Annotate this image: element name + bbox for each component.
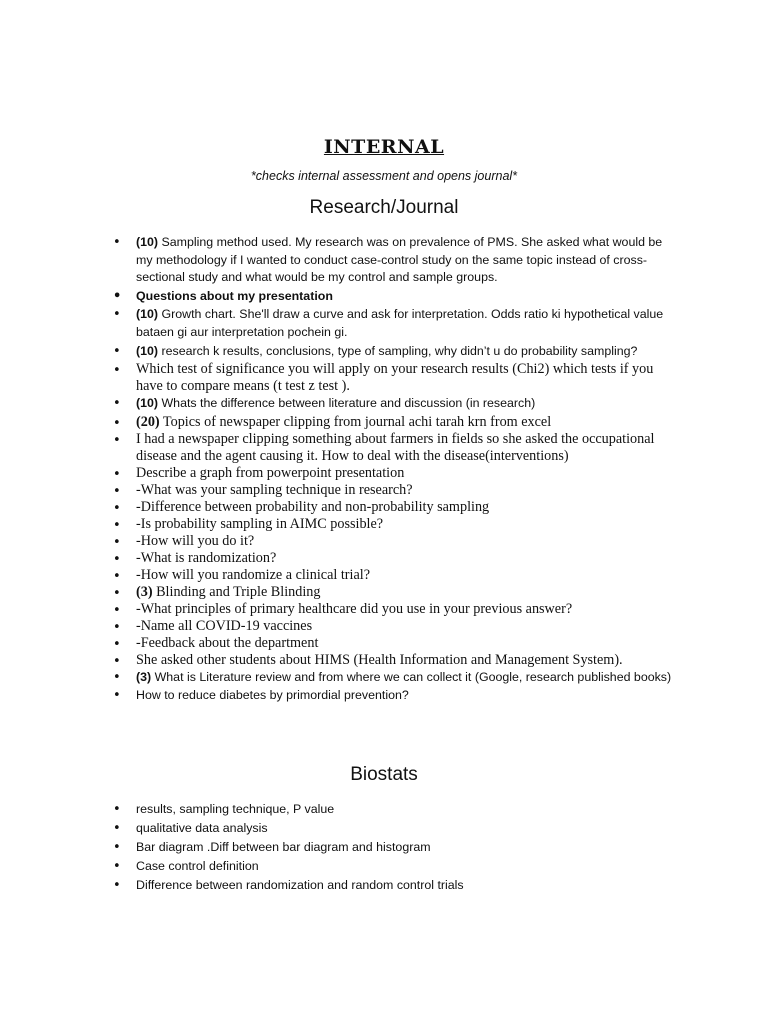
question-text: -What was your sampling technique in research? [136,481,413,498]
list-item [0,499,768,516]
marks-label: (10) [136,307,159,322]
list-item [0,652,768,669]
question-text: -Difference between probability and non-probability sampling [136,498,490,515]
list-item [0,306,768,341]
list-item [0,533,768,550]
question-text: -How will you do it? [136,532,255,549]
list-item [0,567,768,584]
list-item [0,669,768,687]
list-item [0,361,768,395]
question-text: Growth chart. She'll draw a curve and ask for interpretation. Odds ratio ki hypothetical value bataen gi aur interpretation pochein gi. [136,307,664,339]
biostats-question-list [0,801,768,896]
list-item [0,687,768,705]
page-title: INTERNAL [323,136,445,158]
question-text: How to reduce diabetes by primordial prevention? [136,688,409,703]
list-item [0,431,768,465]
marks-label: (20) [136,413,160,430]
list-item: • Case control definition [0,858,768,876]
question-text: Sampling method used. My research was on prevalence of PMS. She asked what would be my methodology if I wanted to conduct case-control study on the same topic instead of cross-sectional study and what would be my control and sample groups. [136,235,663,285]
list-item [0,395,768,413]
page-subtitle: *checks internal assessment and opens journal* [250,169,518,183]
question-text: Topics of newspaper clipping from journal achi tarah krn from excel [159,413,552,430]
question-text: Which test of significance you will apply on your research results (Chi2) which tests if you have to compare means (t test z test ). [136,361,654,395]
question-text: -Feedback about the department [136,634,319,651]
question-text: I had a newspaper clipping something about farmers in fields so she asked the occupational disease and the agent causing it. How to deal with the disease(interventions) [136,430,655,464]
list-item [0,414,768,431]
list-item: • Difference between randomization and random control trials [0,877,768,895]
question-text: Blinding and Triple Blinding [152,583,321,600]
question-text: She asked other students about HIMS (Health Information and Management System). [136,651,623,668]
list-item [0,343,768,361]
list-item [0,635,768,652]
list-item [0,516,768,533]
question-text: -What principles of primary healthcare did you use in your previous answer? [136,600,573,617]
list-item [0,550,768,567]
question-text: What is Literature review and from where we can collect it (Google, research published books) [151,669,672,684]
question-text: -Name all COVID-19 vaccines [136,617,313,634]
question-text: research k results, conclusions, type of sampling, why didn’t u do probability sampling? [158,343,638,358]
list-item [0,288,768,306]
list-item [0,584,768,601]
question-text: Whats the difference between literature and discussion (in research) [158,396,536,411]
marks-label: (10) [136,343,159,358]
section-heading-biostats: Biostats [350,764,418,785]
list-item: • qualitative data analysis [0,820,768,838]
section-heading-research: Research/Journal [309,197,459,218]
question-text: -How will you randomize a clinical trial? [136,566,371,583]
marks-label: (3) [136,669,152,684]
marks-label: (3) [136,583,153,600]
question-text: -Is probability sampling in AIMC possible? [136,515,384,532]
list-item [0,601,768,618]
list-item [0,234,768,287]
question-text: Describe a graph from powerpoint presentation [136,464,405,481]
list-item [0,482,768,499]
research-question-list [0,234,768,706]
marks-label: (10) [136,396,159,411]
list-item: • results, sampling technique, P value [0,801,768,819]
question-text: Questions about my presentation [136,288,333,303]
question-text: -What is randomization? [136,549,277,566]
marks-label: (10) [136,235,159,249]
list-item: • Bar diagram .Diff between bar diagram and histogram [0,839,768,857]
list-item [0,465,768,482]
list-item [0,618,768,635]
